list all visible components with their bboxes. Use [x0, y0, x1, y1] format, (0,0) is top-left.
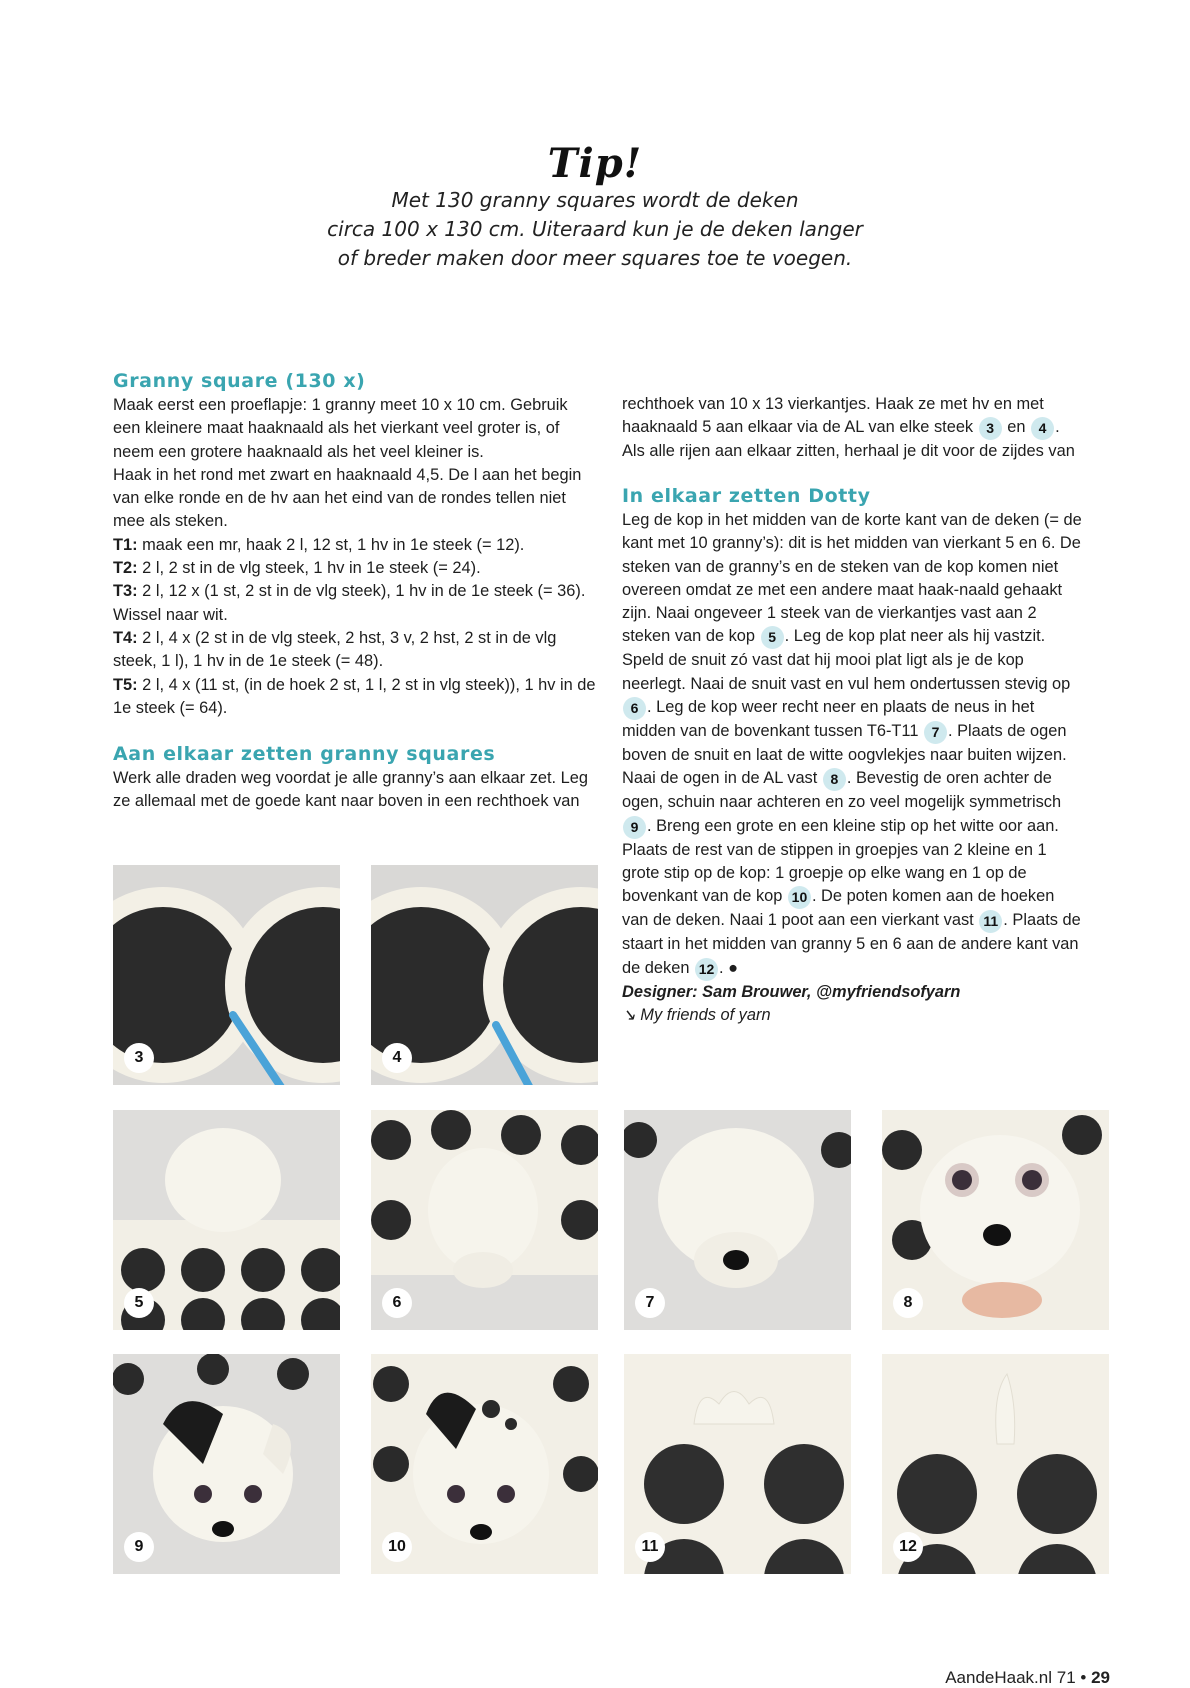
dotty-part: . Leg de kop weer recht neer en plaats de neus in het midden van de bovenkant tussen T6-T11 — [622, 698, 1035, 741]
round-label: T2: — [113, 559, 138, 578]
footer-bullet: • — [1080, 1668, 1087, 1687]
credit-text: My friends of yarn — [640, 1005, 771, 1024]
step-badge: 12 — [695, 958, 718, 981]
tip-line: circa 100 x 130 cm. Uiteraard kun je de deken langer — [327, 217, 863, 241]
photo-step-3 — [113, 865, 340, 1085]
round-label: T3: — [113, 582, 138, 601]
dotty-part: . ● — [719, 958, 739, 977]
step-number: 7 — [635, 1288, 665, 1318]
tip-line: Met 130 granny squares wordt de deken — [391, 188, 799, 212]
photo-step-6 — [371, 1110, 598, 1330]
round-text: 2 l, 4 x (2 st in de vlg steek, 2 hst, 3 v, 2 hst, 2 st in de vlg steek, 1 l), 1 hv in de 1e steek (= 48). — [113, 628, 557, 671]
tip-text — [295, 186, 895, 273]
round-t2 — [113, 557, 598, 580]
left-column — [113, 369, 598, 813]
round-text: 2 l, 2 st in de vlg steek, 1 hv in 1e steek (= 24). — [142, 559, 481, 578]
step-badge: 3 — [979, 417, 1002, 440]
join-text-a: Werk alle draden weg voordat je alle granny’s aan elkaar zet. Leg ze allemaal met de goede kant naar boven in een rechthoek van — [113, 769, 589, 811]
round-label: T5: — [113, 675, 138, 694]
round-label: T4: — [113, 628, 138, 647]
step-badge: 8 — [823, 768, 846, 791]
step-badge: 6 — [623, 697, 646, 720]
dotty-part: . Breng een grote en een kleine stip op het witte oor aan. Plaats de rest van de stippen in groepjes van 2 kleine en 1 grote stip op de kop: 1 groepje op elke wang en 1 op de bovenkant van de kop — [622, 816, 1059, 906]
step-number: 5 — [124, 1288, 154, 1318]
dotty-part: . Bevestig de oren achter de ogen, schuin naar achteren en zo veel mogelijk symmetrisch — [622, 769, 1062, 812]
join-text-continued — [622, 392, 1082, 462]
dotty-part: . Plaats de ogen boven de snuit en laat de witte oogvlekjes naar buiten wijzen. Naai de ogen in de AL vast — [622, 722, 1067, 788]
photo-step-5 — [113, 1110, 340, 1330]
round-t1 — [113, 534, 598, 557]
switch-white: Wissel naar wit. — [113, 605, 228, 624]
join-en: en — [1007, 417, 1026, 436]
join-text-paragraph — [622, 392, 1082, 462]
step-badge: 11 — [979, 910, 1002, 933]
join-text-part-1 — [113, 767, 598, 813]
tip-title: Tip! — [547, 140, 643, 187]
photo-step-4 — [371, 865, 598, 1085]
step-badge: 5 — [761, 626, 784, 649]
tip-line: of breder maken door meer squares toe te voegen. — [337, 246, 853, 270]
join-heading: Aan elkaar zetten granny squares — [113, 743, 496, 766]
step-badge: 7 — [924, 721, 947, 744]
footer-site: AandeHaak.nl 71 — [945, 1668, 1076, 1687]
step-number: 9 — [124, 1532, 154, 1562]
join-text-a: rechthoek van 10 x 13 vierkantjes. Haak ze met hv en met haaknaald 5 aan elkaar via de AL van elke steek — [622, 394, 1044, 436]
page-number: 29 — [1091, 1668, 1110, 1687]
step-number: 10 — [382, 1532, 412, 1562]
step-number: 12 — [893, 1532, 923, 1562]
dotty-part: . Plaats de staart in het midden van granny 5 en 6 aan de andere kant van de deken — [622, 911, 1081, 977]
round-text: 2 l, 4 x (11 st, (in de hoek 2 st, 1 l, 2 st in vlg steek)), 1 hv in de 1e steek (= 64). — [113, 675, 596, 717]
round-label: T1: — [113, 535, 138, 554]
page-footer — [945, 1668, 1110, 1688]
dotty-part: Leg de kop in het midden van de korte kant van de deken (= de kant met 10 granny’s): dit is het midden van vierkant 5 en 6. De steken van de granny’s en de steken van de kop komen niet overeen omdat ze met een andere maat haak-naald gehaakt zijn. Naai ongeveer 1 steek van de vierkantjes vast aan 2 steken van de kop — [622, 511, 1082, 646]
photo-step-8 — [882, 1110, 1109, 1330]
photo-step-9 — [113, 1354, 340, 1574]
step-number: 6 — [382, 1288, 412, 1318]
photo-step-11 — [624, 1354, 851, 1574]
join-text-b: . Als alle rijen aan elkaar zitten, herhaal je dit voor de zijdes van — [622, 417, 1075, 460]
step-number: 11 — [635, 1532, 665, 1562]
step-badge: 4 — [1031, 417, 1054, 440]
photo-step-7 — [624, 1110, 851, 1330]
step-number: 4 — [382, 1043, 412, 1073]
dotty-part: . Leg de kop plat neer als hij vastzit. Speld de snuit zó vast dat hij mooi plat ligt als je de kop neerlegt. Naai de snuit vast en vul hem ondertussen stevig op — [622, 627, 1071, 693]
photo-credit — [622, 1004, 1082, 1027]
photo-step-10 — [371, 1354, 598, 1574]
granny-intro-1: Maak eerst een proeflapje: 1 granny meet 10 x 10 cm. Gebruik een kleinere maat haaknaald als het vierkant veel groter is, of neem een grotere haaknaald als het veel kleiner is. — [113, 396, 568, 461]
granny-intro-2: Haak in het rond met zwart en haaknaald 4,5. De l aan het begin van elke ronde en de hv aan het eind van de rondes tellen niet mee als steken. — [113, 465, 582, 531]
round-t3 — [113, 580, 598, 603]
camera-icon: ↘ — [622, 1005, 636, 1024]
designer-line: Designer: Sam Brouwer, @myfriendsofyarn — [622, 982, 961, 1001]
step-number: 8 — [893, 1288, 923, 1318]
round-t4 — [113, 627, 598, 674]
right-column — [622, 392, 1082, 1027]
step-badge: 9 — [623, 816, 646, 839]
round-text: maak een mr, haak 2 l, 12 st, 1 hv in 1e steek (= 12). — [142, 535, 525, 554]
dotty-part: . De poten komen aan de hoeken van de deken. Naai 1 poot aan een vierkant vast — [622, 887, 1055, 930]
granny-heading: Granny square (130 x) — [113, 370, 366, 392]
round-text: 2 l, 12 x (1 st, 2 st in de vlg steek), 1 hv in de 1e steek (= 36). — [142, 582, 586, 601]
step-number: 3 — [124, 1043, 154, 1073]
photo-step-12 — [882, 1354, 1109, 1574]
dotty-heading: In elkaar zetten Dotty — [622, 485, 871, 507]
dotty-text — [622, 509, 1082, 981]
round-t5 — [113, 674, 598, 721]
step-badge: 10 — [788, 886, 811, 909]
